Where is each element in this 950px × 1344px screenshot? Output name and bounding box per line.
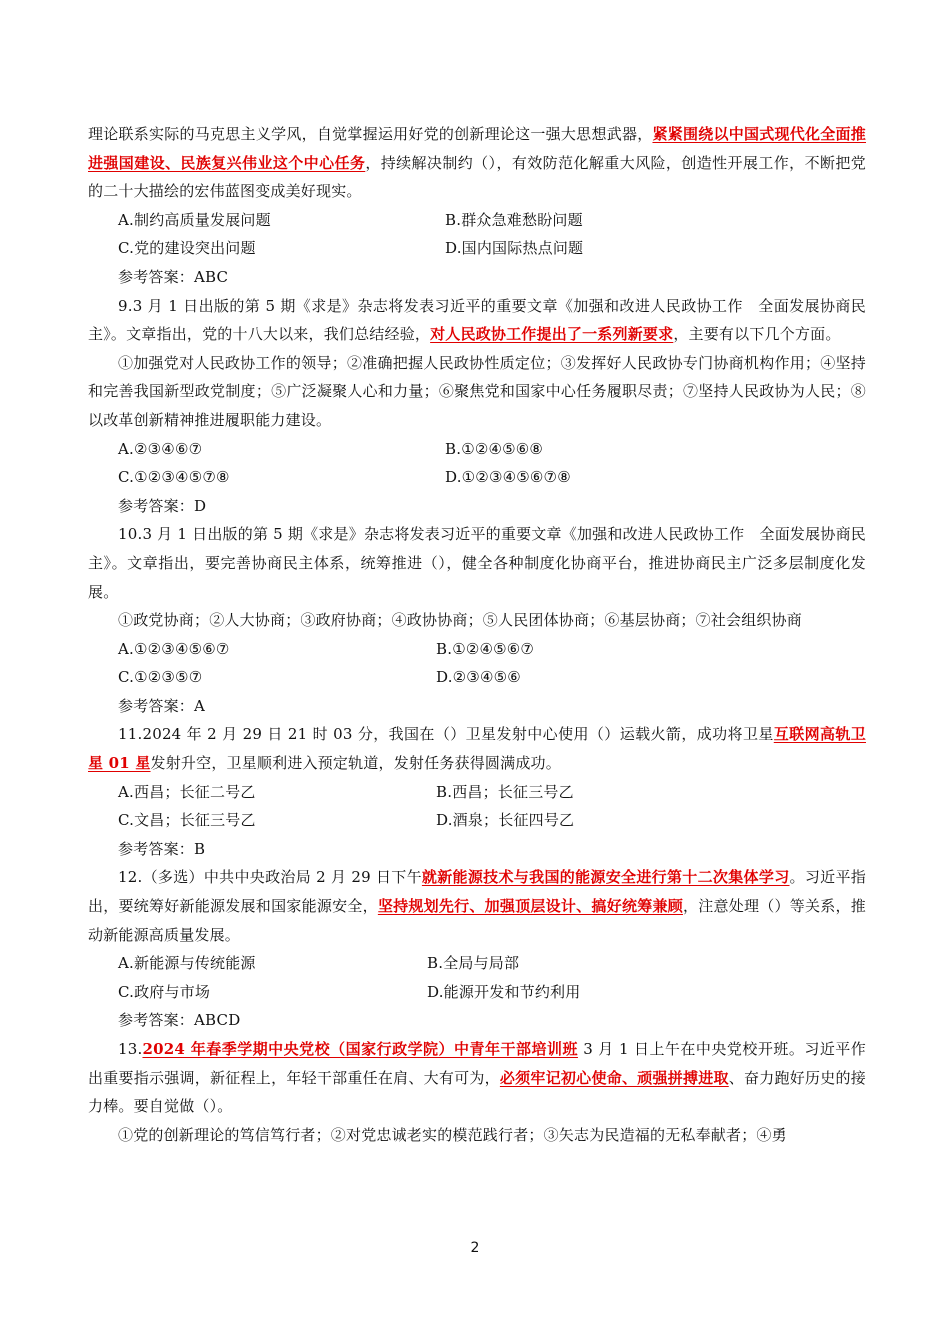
option-c: C.党的建设突出问题 (118, 239, 256, 258)
reference-answer: 参考答案：B (118, 839, 206, 858)
options-row (88, 978, 866, 1007)
option-b: B.①②④⑤⑥⑦ (436, 639, 535, 658)
option-c: C.政府与市场 (118, 982, 211, 1001)
option-c: C.①②③⑤⑦ (118, 668, 203, 687)
page-content (88, 120, 866, 1149)
option-c: C.文昌；长征三号乙 (118, 811, 256, 830)
options-row (88, 806, 866, 835)
option-d: D.能源开发和节约利用 (427, 982, 581, 1001)
question-11-stem: 11.2024 年 2 月 29 日 21 时 03 分，我国在（）卫星发射中心使用（）运载火箭，成功将卫星互联网高轨卫星 01 星发射升空，卫星顺利进入预定轨道，发射任务获得圆满成功。 (88, 725, 866, 773)
option-b: B.群众急难愁盼问题 (445, 210, 583, 229)
option-a: A.制约高质量发展问题 (118, 210, 271, 229)
page-number: 2 (470, 1240, 480, 1256)
question-13-stem: 13.2024 年春季学期中央党校（国家行政学院）中青年干部培训班 3 月 1 日上午在中央党校开班。习近平作出重要指示强调，新征程上，年轻干部重任在肩、大有可为，必须牢记初心使命、顽强拼搏进取、奋力跑好历史的接力棒。要自觉做（）。 (88, 1040, 866, 1116)
option-d: D.国内国际热点问题 (445, 239, 584, 258)
options-row (88, 463, 866, 492)
highlight-text: 2024 年春季学期中央党校（国家行政学院）中青年干部培训班 (142, 1040, 578, 1058)
question-10-items: ①政党协商；②人大协商；③政府协商；④政协协商；⑤人民团体协商；⑥基层协商；⑦社会组织协商 (118, 611, 803, 630)
options-row (88, 949, 866, 978)
options-row (88, 234, 866, 263)
reference-answer: 参考答案：A (118, 696, 206, 715)
question-9-items: ①加强党对人民政协工作的领导；②准确把握人民政协性质定位；③发挥好人民政协专门协商机构作用；④坚持和完善我国新型政党制度；⑤广泛凝聚人心和力量；⑥聚焦党和国家中心任务履职尽责；⑦坚持人民政协为人民；⑧以改革创新精神推进履职能力建设。 (88, 353, 866, 429)
highlight-text: 就新能源技术与我国的能源安全进行第十二次集体学习 (421, 868, 790, 887)
options-row (88, 663, 866, 692)
option-b: B.西昌；长征三号乙 (436, 782, 574, 801)
question-10-stem: 10.3 月 1 日出版的第 5 期《求是》杂志将发表习近平的重要文章《加强和改进人民政协工作 全面发展协商民主》。文章指出，要完善协商民主体系，统筹推进（），健全各种制度化协商平台，推进协商民主广泛多层制度化发展。 (88, 525, 866, 601)
question-stem-continued: 理论联系实际的马克思主义学风，自觉掌握运用好党的创新理论这一强大思想武器，紧紧围绕以中国式现代化全面推进强国建设、民族复兴伟业这个中心任务，持续解决制约（），有效防范化解重大风险，创造性开展工作，不断把党的二十大描绘的宏伟蓝图变成美好现实。 (88, 125, 866, 201)
option-d: D.②③④⑤⑥ (436, 668, 521, 687)
options-row (88, 206, 866, 235)
highlight-text: 对人民政协工作提出了一系列新要求 (430, 325, 674, 344)
highlight-text: 互联网高轨卫星 01 星 (88, 725, 866, 773)
reference-answer: 参考答案：D (118, 496, 207, 515)
option-b: B.①②④⑤⑥⑧ (445, 439, 544, 458)
highlight-text: 紧紧围绕以中国式现代化全面推进强国建设、民族复兴伟业这个中心任务 (88, 125, 866, 172)
option-b: B.全局与局部 (427, 954, 520, 973)
options-row (88, 435, 866, 464)
option-c: C.①②③④⑤⑦⑧ (118, 468, 230, 487)
highlight-text: 必须牢记初心使命、顽强拼搏进取 (499, 1068, 729, 1087)
highlight-text: 坚持规划先行、加强顶层设计、搞好统筹兼顾 (377, 897, 683, 916)
reference-answer: 参考答案：ABC (118, 267, 229, 286)
option-d: D.酒泉；长征四号乙 (436, 811, 575, 830)
option-a: A.西昌；长征二号乙 (118, 782, 256, 801)
option-a: A.①②③④⑤⑥⑦ (118, 639, 230, 658)
option-a: A.②③④⑥⑦ (118, 439, 203, 458)
options-row (88, 778, 866, 807)
option-d: D.①②③④⑤⑥⑦⑧ (445, 468, 571, 487)
options-row (88, 635, 866, 664)
option-a: A.新能源与传统能源 (118, 954, 256, 973)
question-9-stem: 9.3 月 1 日出版的第 5 期《求是》杂志将发表习近平的重要文章《加强和改进人民政协工作 全面发展协商民主》。文章指出，党的十八大以来，我们总结经验，对人民政协工作提出了一系列新要求，主要有以下几个方面。 (88, 296, 866, 344)
question-13-items: ①党的创新理论的笃信笃行者；②对党忠诚老实的模范践行者；③矢志为民造福的无私奉献者；④勇 (118, 1125, 787, 1144)
reference-answer: 参考答案：ABCD (118, 1011, 241, 1030)
question-12-stem: 12.（多选）中共中央政治局 2 月 29 日下午就新能源技术与我国的能源安全进行第十二次集体学习。习近平指出，要统筹好新能源发展和国家能源安全，坚持规划先行、加强顶层设计、搞好统筹兼顾，注意处理（）等关系，推动新能源高质量发展。 (88, 868, 866, 944)
